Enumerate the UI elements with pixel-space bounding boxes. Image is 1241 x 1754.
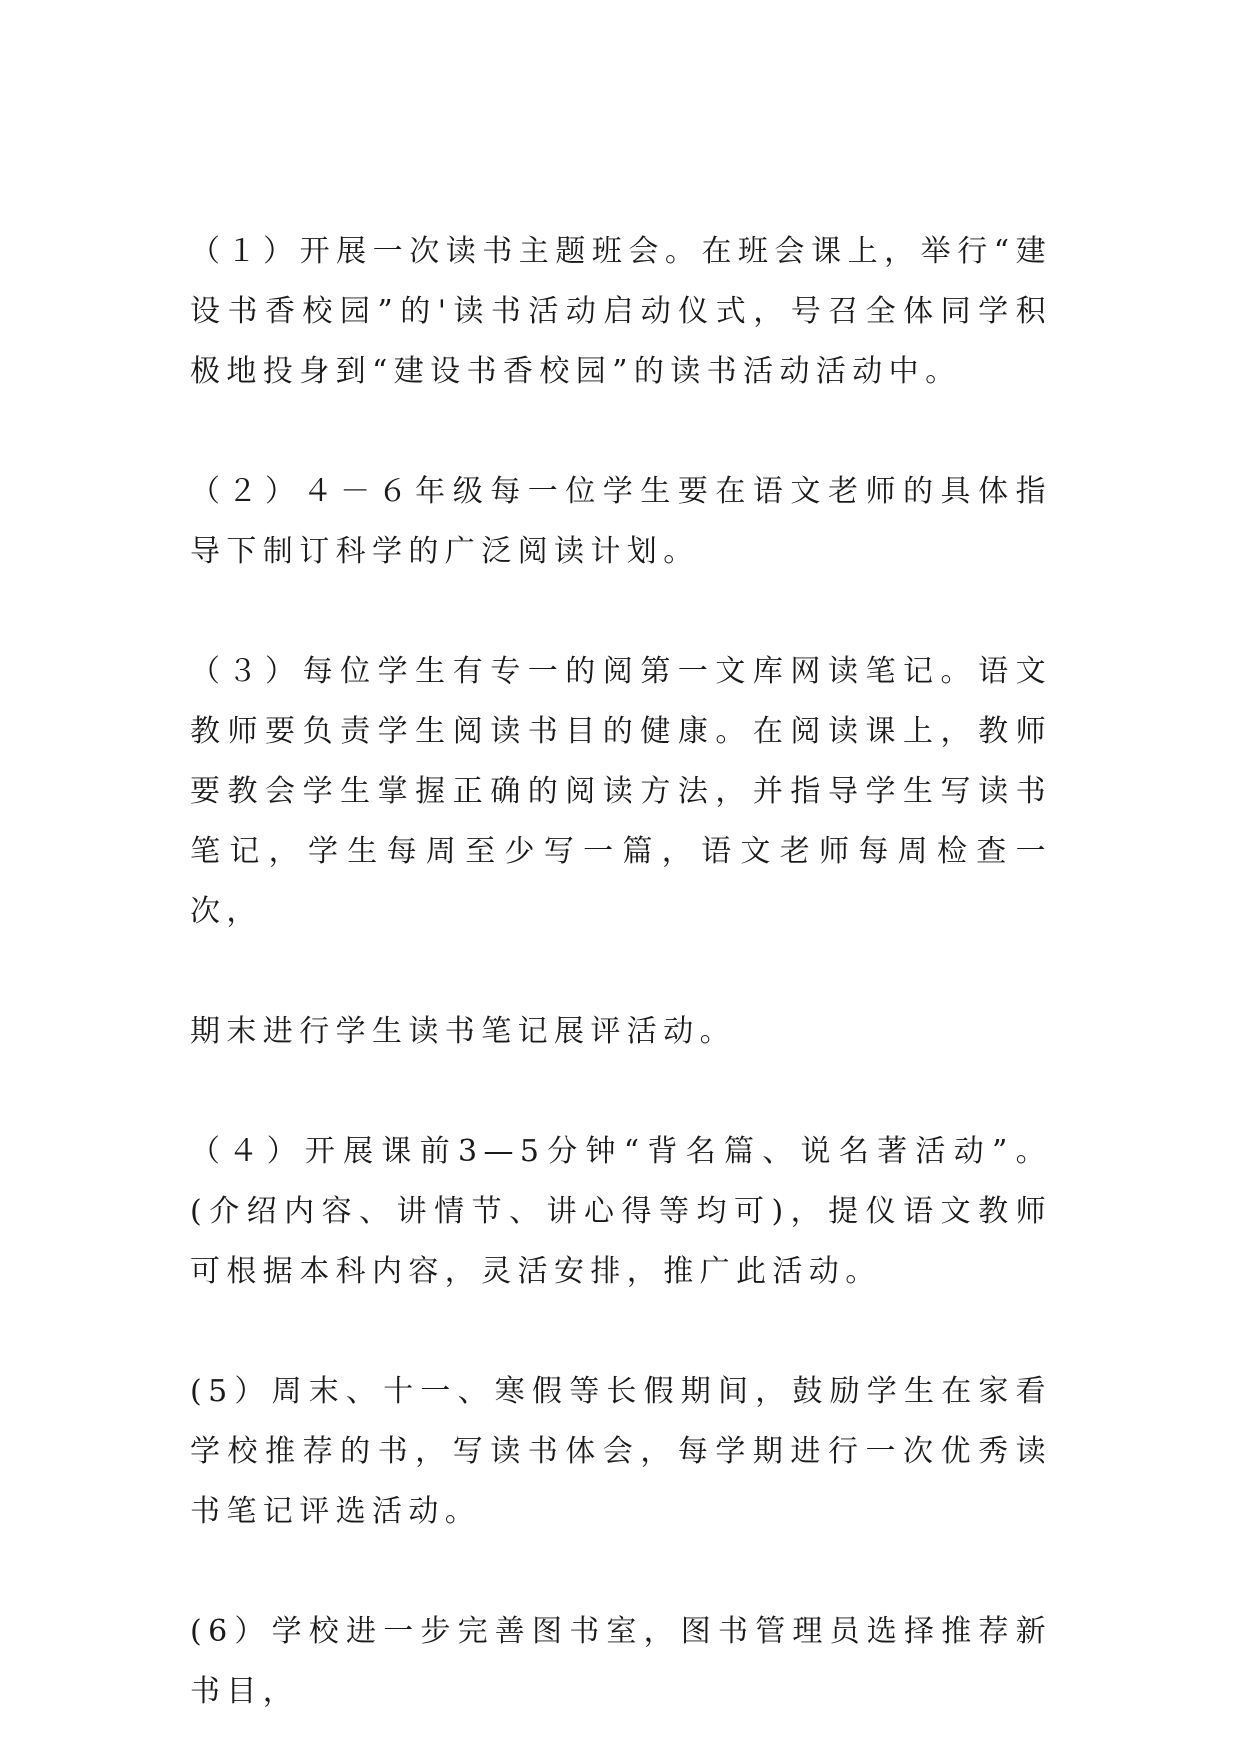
paragraph-1: （１）开展一次读书主题班会。在班会课上，举行“建设书香校园”的'读书活动启动仪式，号召全体同学积极地投身到“建设书香校园”的读书活动活动中。 <box>190 234 1052 389</box>
paragraph-2: （２）４－６年级每一位学生要在语文老师的具体指导下制订科学的广泛阅读计划。 <box>190 474 1052 569</box>
paragraph-6: (5）周末、十一、寒假等长假期间，鼓励学生在家看学校推荐的书，写读书体会，每学期进行一次优秀读书笔记评选活动。 <box>190 1374 1052 1529</box>
paragraph-5: （４）开展课前3—5分钟“背名篇、说名著活动”。(介绍内容、讲情节、讲心得等均可)，提仪语文教师可根据本科内容，灵活安排，推广此活动。 <box>190 1134 1052 1289</box>
paragraph-3: （３）每位学生有专一的阅第一文库网读笔记。语文教师要负责学生阅读书目的健康。在阅读课上，教师要教会学生掌握正确的阅读方法，并指导学生写读书笔记，学生每周至少写一篇，语文老师每周检查一次， <box>190 654 1052 929</box>
document-page <box>190 222 1052 1722</box>
paragraph-4: 期末进行学生读书笔记展评活动。 <box>190 1014 736 1049</box>
paragraph-7: (6）学校进一步完善图书室，图书管理员选择推荐新书目， <box>190 1614 1052 1709</box>
